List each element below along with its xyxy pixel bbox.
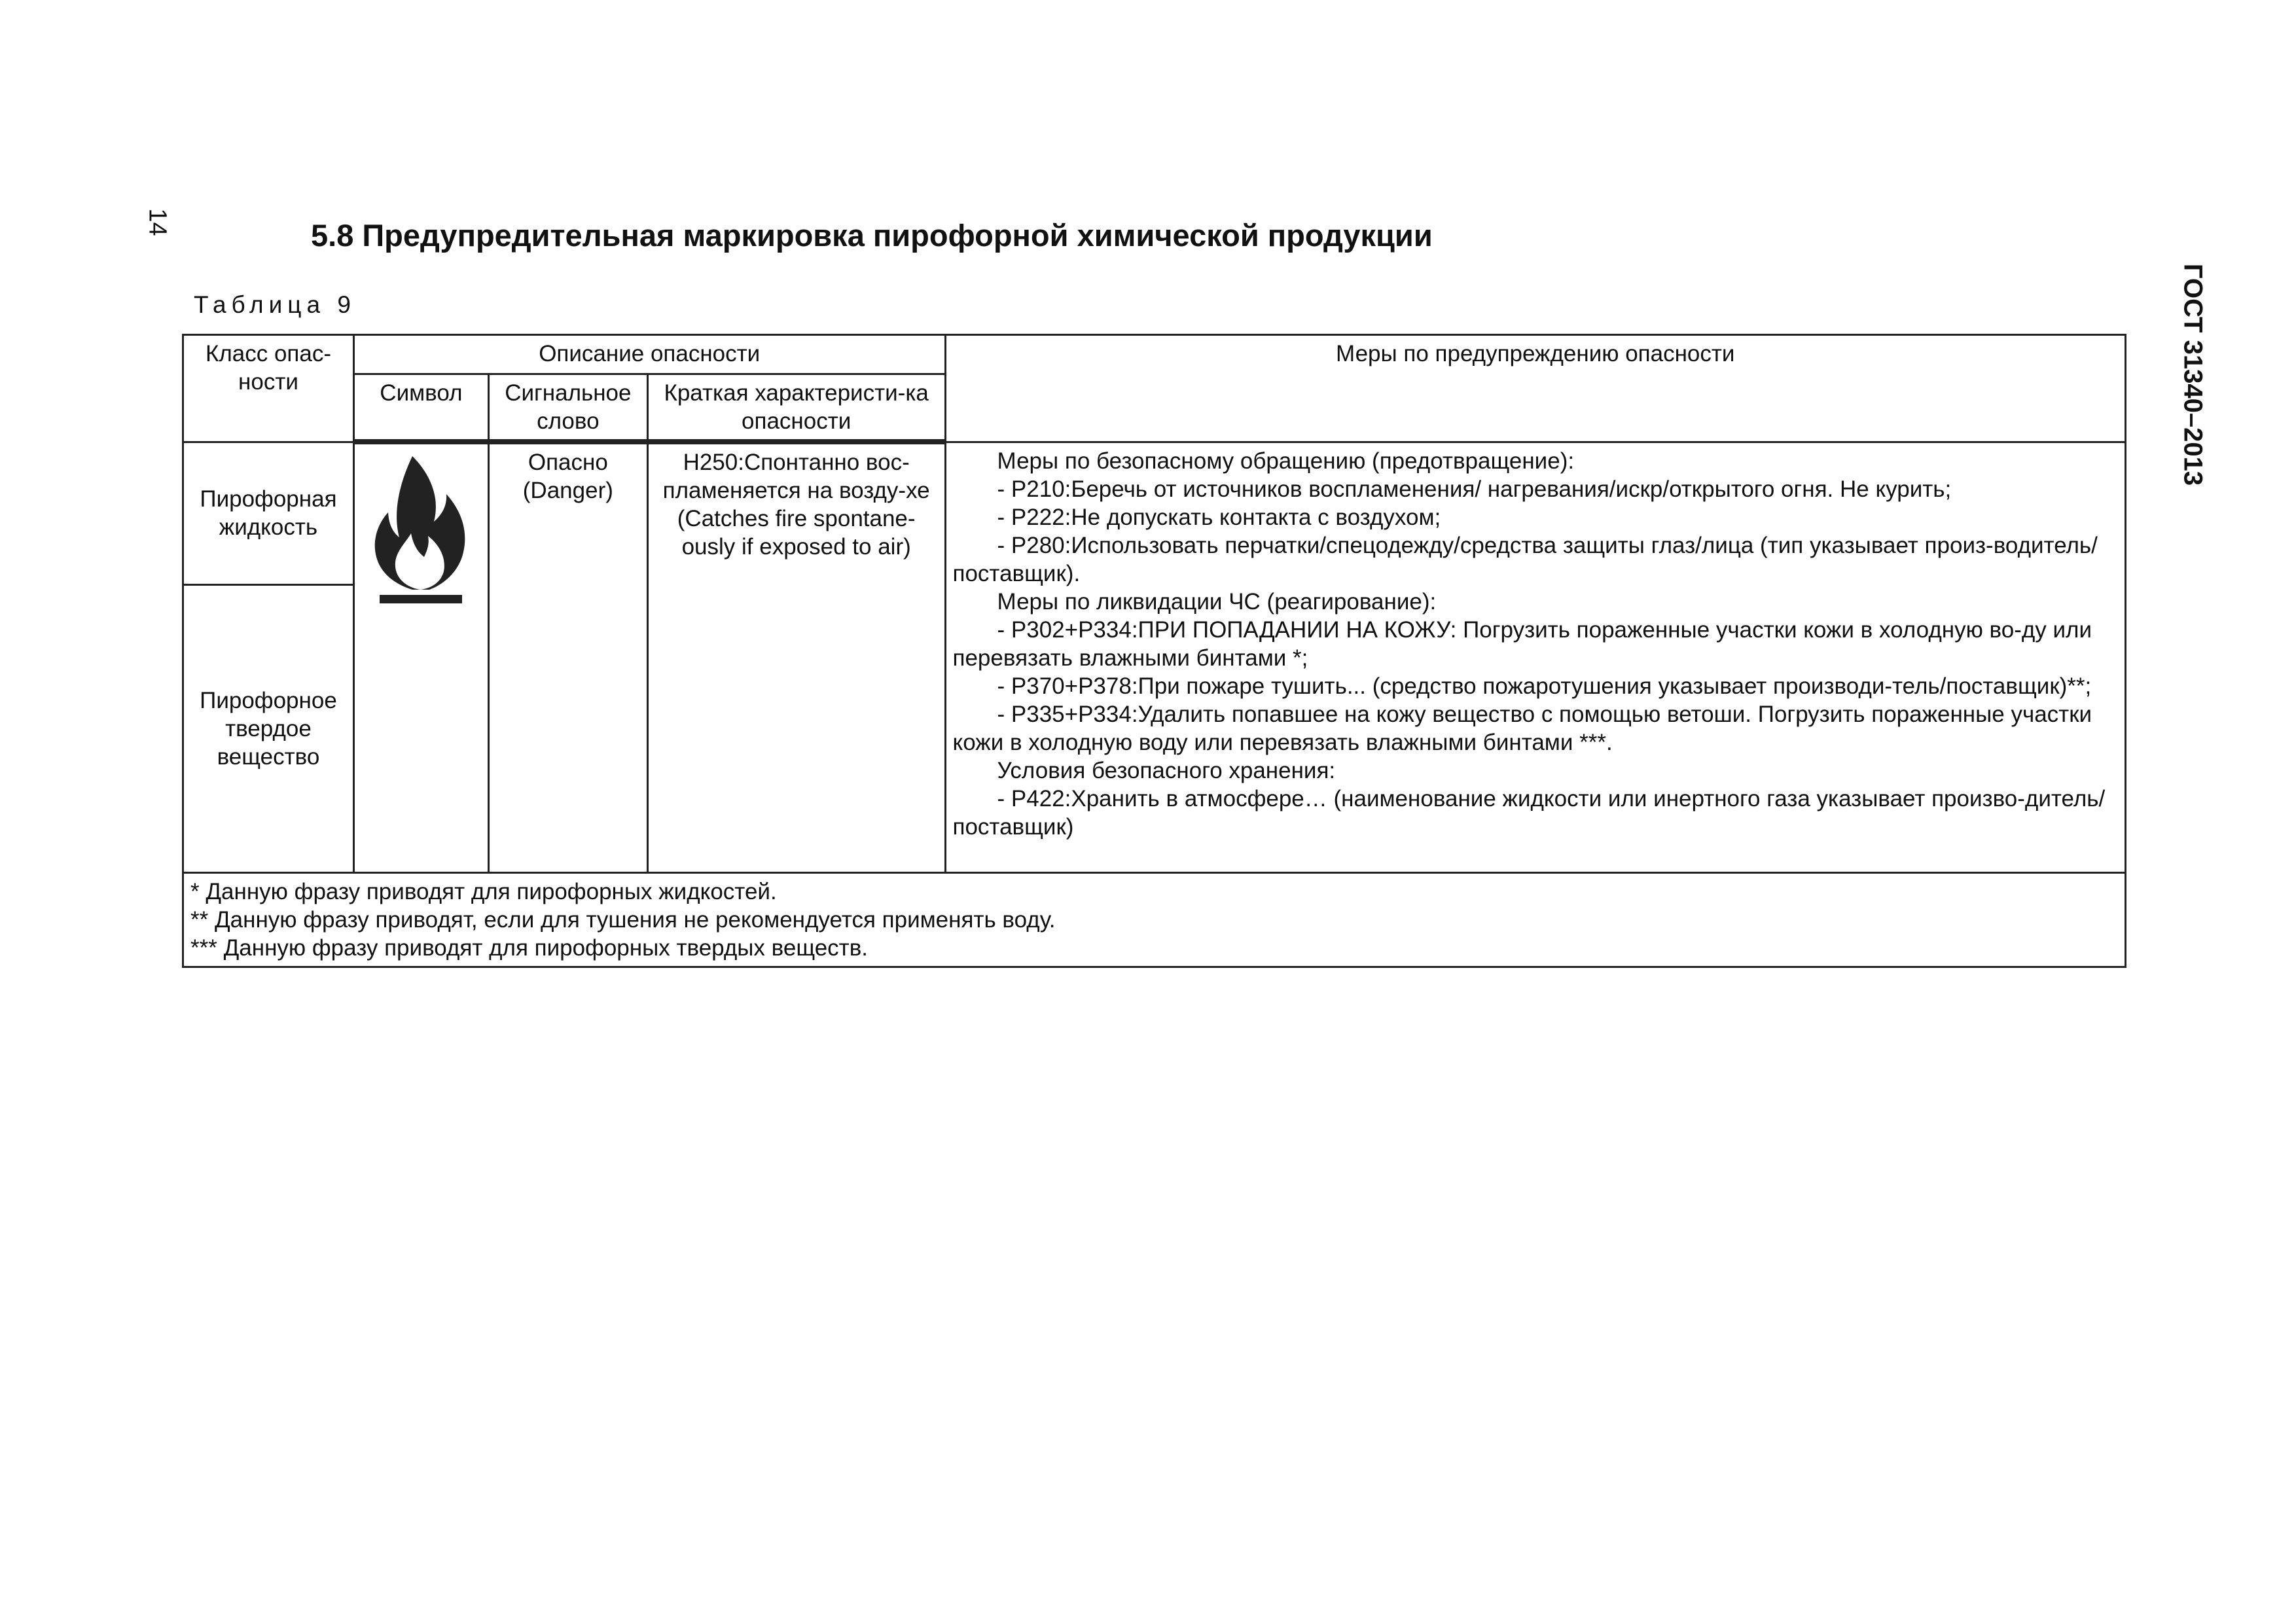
measures-line: - Р210:Беречь от источников воспламенения/ нагревания/искр/открытого огня. Не курить; (997, 476, 1952, 502)
signal-word-en: (Danger) (522, 478, 613, 503)
page-number: 14 (143, 208, 171, 236)
signal-word-cell (488, 442, 647, 872)
characteristic-cell (647, 442, 945, 872)
measures-line: Меры по ликвидации ЧС (реагирование): (997, 588, 1437, 615)
hazard-table (182, 334, 2126, 968)
signal-word-ru: Опасно (528, 450, 608, 475)
table-caption: Таблица 9 (194, 291, 356, 318)
measures-line: Меры по безопасному обращению (предотвращение): (997, 448, 1575, 474)
characteristic-h250: H250:Спонтанно вос-пламеняется на возду-хе (662, 450, 930, 503)
measures-line: - Р335+Р334:Удалить попавшее на кожу вещество с помощью ветоши. Погрузить пораженные участки кожи в холодную воду или перевязать влажными бинтами ***. (952, 701, 2092, 755)
characteristic-en: (Catches fire spontane-ously if exposed to air) (677, 506, 916, 560)
class-pyrophoric-solid: Пирофорное твердое вещество (183, 584, 354, 872)
footnote: ** Данную фразу приводят, если для тушения не рекомендуется применять воду. (190, 906, 1056, 933)
footnote: *** Данную фразу приводят для пирофорных твердых веществ. (190, 935, 869, 961)
header-prevention-measures: Меры по предупреждению опасности (945, 335, 2125, 442)
measures-line: - Р422:Хранить в атмосфере… (наименование жидкости или инертного газа указывает произво-дитель/поставщик) (952, 785, 2106, 840)
measures-line: - Р302+Р334:ПРИ ПОПАДАНИИ НА КОЖУ: Погрузить пораженные участки кожи в холодную во-ду или перевязать влажными бинтами *; (952, 616, 2092, 671)
measures-line: Условия безопасного хранения: (997, 757, 1336, 783)
header-hazard-class: Класс опас-ности (183, 335, 354, 442)
footnote: * Данную фразу приводят для пирофорных жидкостей. (190, 878, 777, 904)
measures-line: - Р280:Использовать перчатки/спецодежду/средства защиты глаз/лица (тип указывает произ-водитель/ поставщик). (952, 532, 2098, 586)
footnotes (183, 872, 2126, 967)
document-code: ГОСТ 31340–2013 (2178, 263, 2208, 486)
section-title: 5.8 Предупредительная маркировка пирофорной химической продукции (311, 218, 1433, 253)
header-signal-word: Сигнальное слово (488, 374, 647, 442)
measures-cell (945, 442, 2125, 872)
header-brief-characteristic: Краткая характеристи-ка опасности (647, 374, 945, 442)
symbol-cell (353, 442, 488, 872)
class-pyrophoric-liquid: Пирофорная жидкость (183, 442, 354, 584)
header-hazard-description: Описание опасности (353, 335, 945, 374)
header-symbol: Символ (353, 374, 488, 442)
measures-line: - Р222:Не допускать контакта с воздухом; (997, 504, 1441, 530)
flame-icon (372, 454, 470, 604)
measures-line: - Р370+Р378:При пожаре тушить... (средство пожаротушения указывает производи-тель/поставщик)**; (997, 673, 2092, 699)
